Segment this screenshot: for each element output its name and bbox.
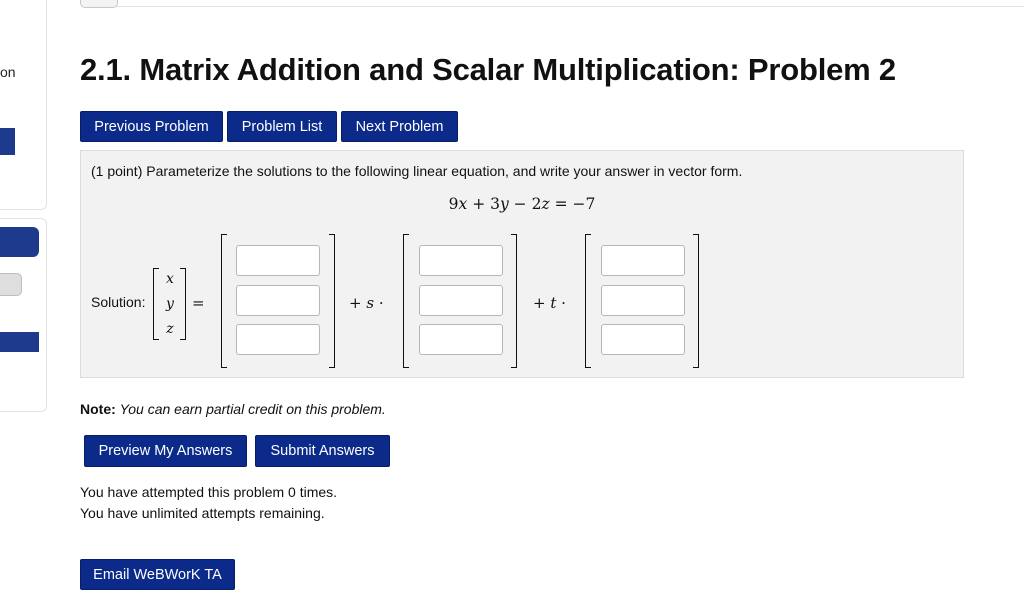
scalar-t: t [550, 294, 557, 312]
var-vector-left-bracket [153, 268, 159, 340]
plus-t-term [533, 294, 566, 312]
preview-answers-button[interactable]: Preview My Answers [84, 435, 247, 467]
linear-equation [81, 195, 963, 213]
sidebar-top-card [0, 0, 47, 210]
sidebar-toggle-button[interactable] [0, 273, 22, 296]
eq-rhs: = −7 [549, 195, 596, 213]
var-vector-right-bracket [180, 268, 186, 340]
top-divider [116, 6, 1024, 7]
submit-answers-button[interactable]: Submit Answers [255, 435, 390, 467]
top-tab-button[interactable] [80, 0, 118, 8]
partial-credit-note [80, 401, 386, 417]
next-problem-button[interactable]: Next Problem [341, 111, 458, 142]
t-vector-left-bracket [585, 234, 591, 368]
t-vector-input-2[interactable] [601, 285, 685, 316]
particular-left-bracket [221, 234, 227, 368]
vector-var-z: z [166, 321, 174, 337]
plus-s-term [349, 294, 384, 312]
s-vector-input-1[interactable] [419, 245, 503, 276]
note-text: You can earn partial credit on this problem. [119, 401, 386, 417]
problem-box [80, 150, 964, 378]
sidebar-accent-item[interactable] [0, 332, 39, 352]
vector-var-x: x [166, 271, 174, 287]
s-vector-input-2[interactable] [419, 285, 503, 316]
eq-var-y: y [499, 195, 509, 213]
plus-sign-s: + [349, 294, 362, 312]
note-label: Note: [80, 401, 116, 417]
equals-sign: = [192, 294, 205, 312]
sidebar-fragment-text: on [0, 64, 16, 80]
eq-plus: + [467, 195, 491, 213]
s-vector-right-bracket [511, 234, 517, 368]
s-vector-input-3[interactable] [419, 324, 503, 355]
particular-input-1[interactable] [236, 245, 320, 276]
particular-right-bracket [329, 234, 335, 368]
email-ta-button[interactable]: Email WeBWorK TA [80, 559, 235, 590]
solution-label: Solution: [91, 294, 146, 310]
previous-problem-button[interactable]: Previous Problem [80, 111, 223, 142]
scalar-s: s [366, 294, 375, 312]
attempts-text: You have attempted this problem 0 times. [80, 484, 338, 500]
coef-x: 9 [448, 195, 459, 213]
t-vector-input-3[interactable] [601, 324, 685, 355]
eq-var-x: x [458, 195, 468, 213]
eq-minus: − [508, 195, 532, 213]
remaining-attempts-text: You have unlimited attempts remaining. [80, 505, 325, 521]
particular-input-2[interactable] [236, 285, 320, 316]
dot-s: · [378, 294, 384, 312]
page-title: 2.1. Matrix Addition and Scalar Multiplication: Problem 2 [80, 52, 896, 87]
sidebar-accent-block[interactable] [0, 128, 15, 155]
plus-sign-t: + [533, 294, 546, 312]
s-vector-left-bracket [403, 234, 409, 368]
eq-var-z: z [541, 195, 550, 213]
problem-statement: (1 point) Parameterize the solutions to the following linear equation, and write your answer in vector form. [91, 163, 743, 179]
coef-z: 2 [531, 195, 542, 213]
dot-t: · [561, 294, 566, 312]
vector-var-y: y [166, 296, 174, 312]
coef-y: 3 [490, 195, 500, 213]
particular-input-3[interactable] [236, 324, 320, 355]
t-vector-input-1[interactable] [601, 245, 685, 276]
sidebar-active-item[interactable] [0, 227, 39, 257]
problem-list-button[interactable]: Problem List [227, 111, 337, 142]
t-vector-right-bracket [693, 234, 699, 368]
